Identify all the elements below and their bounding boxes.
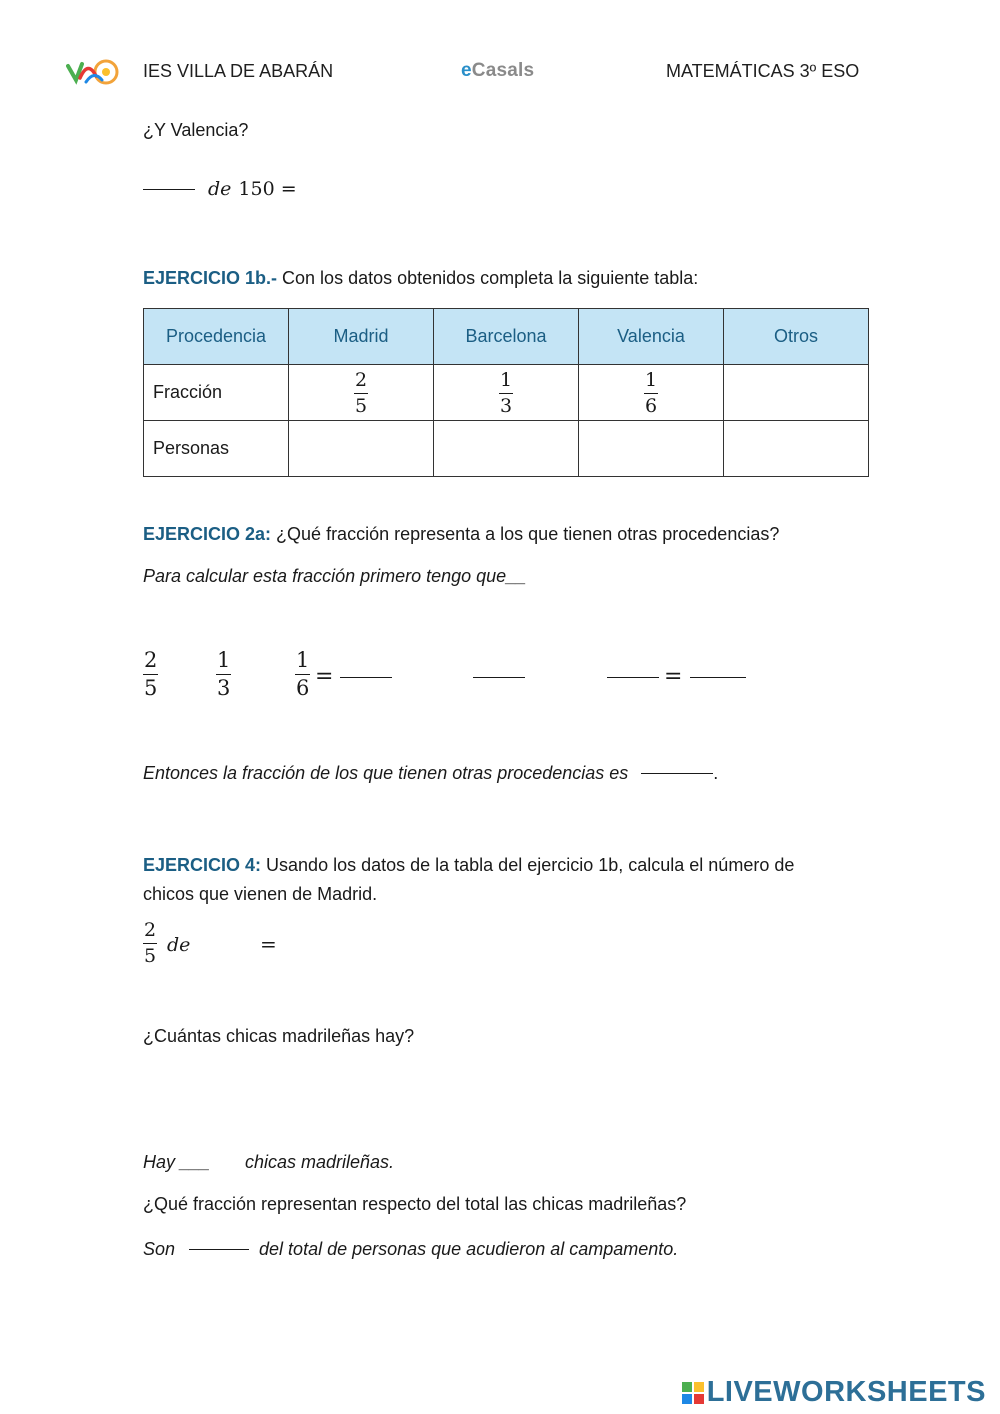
valencia-question: ¿Y Valencia? — [143, 120, 249, 140]
equals-sign: = — [315, 664, 334, 689]
school-logo — [66, 56, 120, 88]
answer-cell[interactable] — [289, 421, 434, 477]
answer-blank[interactable] — [340, 677, 392, 678]
fraction-1-3: $\frac{1}{3}$ — [217, 648, 231, 700]
girls-label: chicas madrileñas. — [245, 1152, 395, 1172]
fraction-cell: $\frac{2}{5}$ — [289, 365, 434, 421]
fraction-cell: $\frac{1}{6}$ — [579, 365, 724, 421]
hay-label: Hay ___ — [143, 1152, 211, 1172]
question-girls: ¿Cuántas chicas madrileñas hay? — [143, 1026, 415, 1046]
exercise-2a-statement: EJERCICIO 2a: ¿Qué fracción representa a los que tienen otras procedencias? — [143, 524, 780, 544]
son-sentence: Son del total de personas que acudieron al campamento. — [143, 1239, 679, 1259]
school-name: IES VILLA DE ABARÁN — [143, 61, 334, 81]
question-fraction: ¿Qué fracción representan respecto del total las chicas madrileñas? — [143, 1194, 687, 1214]
equals-sign: = — [260, 932, 277, 956]
de-label: de — [167, 934, 191, 956]
table-header-cell: Procedencia — [144, 309, 289, 365]
exercise-2a-conclusion: Entonces la fracción de los que tienen otras procedencias es . — [143, 763, 719, 783]
table-row — [144, 421, 869, 477]
exercise-2a-hint: Para calcular esta fracción primero tengo que__ — [143, 566, 527, 586]
answer-blank[interactable] — [143, 189, 195, 190]
answer-blank[interactable] — [641, 773, 713, 774]
answer-cell[interactable] — [434, 421, 579, 477]
answer-blank[interactable] — [189, 1249, 249, 1250]
fraction-cell: $\frac{1}{3}$ — [434, 365, 579, 421]
fraction-2-5: $\frac{2}{5}$ — [144, 919, 157, 967]
answer-blank[interactable] — [473, 677, 525, 678]
ecasals-logo: eCasals — [461, 60, 535, 81]
table-header-cell: Madrid — [289, 309, 434, 365]
answer-blank[interactable] — [607, 677, 659, 678]
exercise-4-statement: EJERCICIO 4: Usando los datos de la tabla del ejercicio 1b, calcula el número de chicos que vienen de Madrid. — [143, 855, 795, 904]
equals-sign: = — [664, 664, 683, 689]
table-header-cell: Valencia — [579, 309, 724, 365]
subject-title: MATEMÁTICAS 3º ESO — [666, 61, 860, 81]
row-label: Personas — [144, 421, 289, 477]
fraction-1-6: $\frac{1}{6}$ — [296, 648, 310, 700]
fraction-2-5: $\frac{2}{5}$ — [144, 648, 158, 700]
answer-cell[interactable] — [724, 365, 869, 421]
exercise-1b-statement: EJERCICIO 1b.- Con los datos obtenidos completa la siguiente tabla: — [143, 268, 699, 288]
answer-blank[interactable] — [690, 677, 746, 678]
table-header-row — [144, 309, 869, 365]
table-header-cell: Barcelona — [434, 309, 579, 365]
answer-cell[interactable] — [724, 421, 869, 477]
table-row — [144, 365, 869, 421]
answer-cell[interactable] — [579, 421, 724, 477]
row-label: Fracción — [144, 365, 289, 421]
liveworksheets-logo: LIVEWORKSHEETS — [681, 1376, 986, 1409]
valencia-expression: de 150 = — [143, 178, 297, 200]
table-header-cell: Otros — [724, 309, 869, 365]
liveworksheets-icon — [681, 1381, 705, 1405]
origin-table — [143, 308, 869, 477]
